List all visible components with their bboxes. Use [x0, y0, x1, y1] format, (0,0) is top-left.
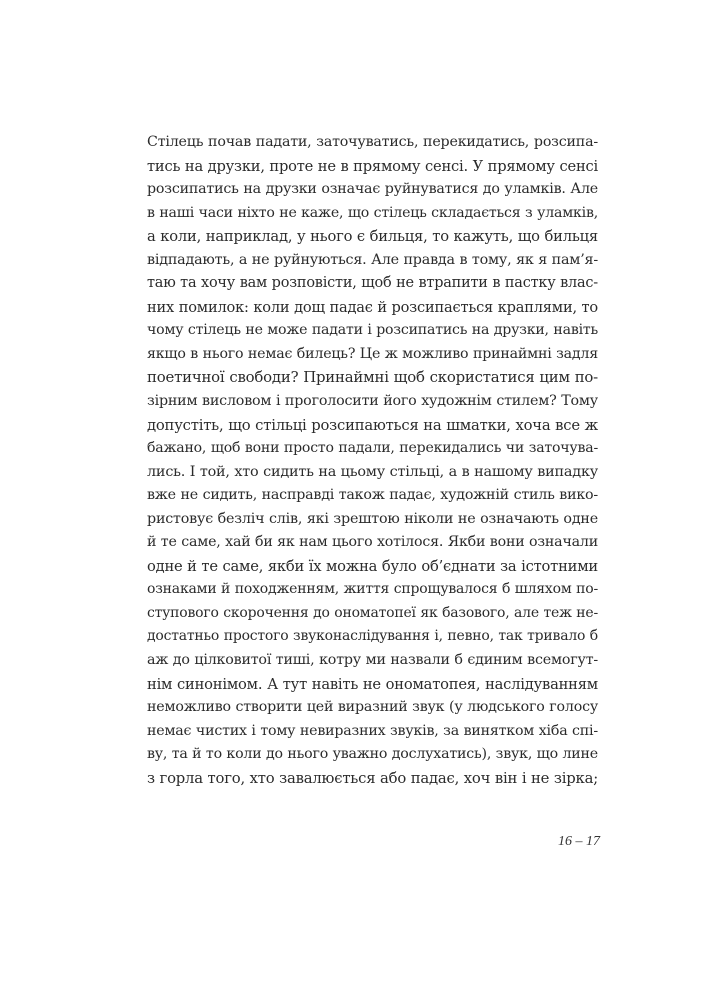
- text-line: в наші часи ніхто не каже, що стілець складається з уламків,: [147, 204, 598, 221]
- body-text: [147, 131, 598, 790]
- text-line: розсипатись на друзки означає руйнуватися до уламків. Але: [147, 181, 598, 198]
- text-line: ознаками й походженням, життя спрощувалося б шляхом по-: [147, 581, 598, 598]
- text-line: немає чистих і тому невиразних звуків, за винятком хіба спі-: [147, 722, 598, 739]
- text-line: тись на друзки, проте не в прямому сенсі. У прямому сенсі: [147, 157, 598, 175]
- text-line: Стілець почав падати, заточуватись, перекидатись, розсипа-: [147, 134, 598, 150]
- text-line: аж до цілковитої тиші, котру ми назвали б єдиним всемогут-: [147, 652, 598, 669]
- text-line: неможливо створити цей виразний звук (у людського голосу: [147, 699, 598, 716]
- text-line: достатньо простого звуконаслідування і, певно, так тривало б: [147, 628, 598, 645]
- text-line: одне й те саме, якби їх можна було об’єднати за істотними: [147, 557, 598, 575]
- text-line: нім синонімом. А тут навіть не ономатопея, наслідуванням: [147, 675, 598, 693]
- text-line: них помилок: коли дощ падає й розсипається краплями, то: [147, 298, 598, 316]
- text-line: бажано, щоб вони просто падали, перекидались чи заточува-: [147, 440, 598, 457]
- text-line: з горла того, хто завалюється або падає, хоч він і не зірка;: [147, 769, 598, 787]
- text-line: й те саме, хай би як нам цього хотілося. Якби вони означали: [147, 534, 598, 551]
- text-line: поетичної свободи? Принаймні щоб скористатися цим по-: [147, 368, 598, 387]
- text-line: якщо в нього немає билець? Це ж можливо принаймні задля: [147, 345, 598, 362]
- text-line: відпадають, а не руйнуються. Але правда в тому, як я пам’я-: [147, 251, 598, 268]
- text-line: вже не сидить, насправді також падає, художній стиль вико-: [147, 487, 598, 504]
- text-line: лись. І той, хто сидить на цьому стільці, а в нашому випадку: [147, 463, 598, 480]
- page-number: 16 – 17: [558, 834, 600, 849]
- text-line: чому стілець не може падати і розсипатись на друзки, навіть: [147, 322, 598, 339]
- text-line: ступового скорочення до ономатопеї як базового, але теж не-: [147, 604, 598, 621]
- text-line: зірним висловом і проголосити його художнім стилем? Тому: [147, 393, 598, 410]
- text-line: а коли, наприклад, у нього є бильця, то кажуть, що бильця: [147, 228, 598, 246]
- text-line: ву, та й то коли до нього уважно дослухатись), звук, що лине: [147, 746, 598, 763]
- text-line: ристовує безліч слів, які зрештою ніколи не означають одне: [147, 510, 598, 527]
- text-line: допустіть, що стільці розсипаються на шматки, хоча все ж: [147, 416, 598, 434]
- text-line: таю та хочу вам розповісти, щоб не втрапити в пастку влас-: [147, 275, 598, 292]
